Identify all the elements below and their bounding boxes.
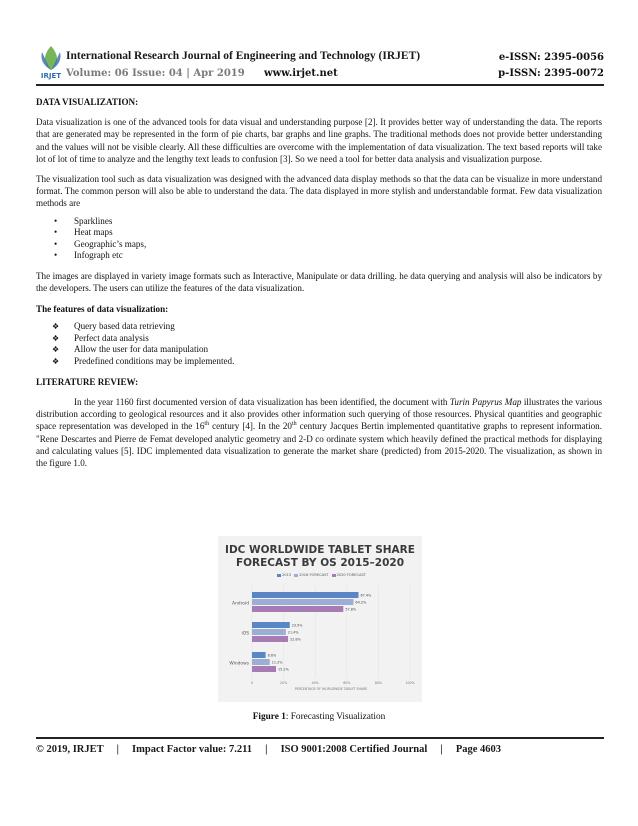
article-body	[36, 96, 602, 477]
category-label: Android	[232, 601, 249, 607]
caption-label: Figure 1	[252, 712, 286, 722]
footer-divider	[36, 737, 604, 739]
diamond-bullet-icon: ❖	[52, 322, 60, 332]
data-label: 23.9%	[291, 623, 303, 628]
data-label: 67.4%	[360, 593, 372, 598]
list-item	[54, 215, 602, 228]
list-item	[52, 355, 602, 368]
chart-subtitle: FORECAST BY OS 2015–2020	[235, 557, 405, 569]
methods-list	[36, 216, 602, 262]
paragraph-formats: The images are displayed in variety image formats such as Interactive, Manipulate or data drilling. he data querying and analysis will also be indicators by the developers. The users can utilize the features of the data visualization.	[36, 271, 602, 294]
list-item-label: Heat maps	[74, 227, 113, 238]
diamond-bullet-icon: ❖	[52, 356, 60, 366]
data-label: 57.8%	[345, 607, 357, 612]
data-label: 22.8%	[290, 637, 301, 642]
features-list	[36, 321, 602, 367]
impact-factor: Impact Factor value: 7.211	[132, 744, 252, 755]
data-label: 11.2%	[271, 660, 283, 665]
list-item	[54, 227, 602, 239]
data-label: 15.2%	[278, 667, 289, 672]
bullet-icon: •	[54, 227, 58, 238]
bar	[252, 636, 288, 642]
header-divider	[36, 84, 604, 86]
bullet-icon: •	[54, 250, 58, 261]
paragraph-literature: In the year 1160 first documented version of data visualization has been identified, the document with Turin Papyrus Map illustrates the various distribution according to geological resources and it also provides other information such querying of those resources. Physical quantities and geographic space representation was developed in the 16th century [4]. In the 20th century Jacques Bertin implemented quantitative graphs to represent information. "Rene Descartes and Pierre de Femat developed analytic geometry and 2-D co ordinate system which heavily defined the practical methods for displaying and calculating values [5]. IDC implemented data visualization to generate the market share (predicted) from 2015-2020. The visualization, as shown in the figure 1.0.	[36, 397, 603, 468]
figure-chart	[218, 536, 422, 702]
paragraph-intro: Data visualization is one of the advanced tools for data visual and understanding purpose [2]. It provides better way of understanding the data. The reports that are generated may be represented in the form of pie charts, bar graphs and line graphs. The traditional methods does not provide better understanding and the values will not be visible clearly. All these difficulties are overcome with the implementation of data visualization. The text based reports will take lot of lot of time to analyze and the lengthy text leads to confusion [3]. So we need a tool for better data analysis and visualization purpose.	[36, 117, 602, 164]
x-axis-label: PERCENTAGE OF WORLDWIDE TABLET SHARE	[294, 687, 368, 691]
figure-caption	[0, 712, 638, 722]
irjet-logo	[36, 44, 66, 80]
caption-text: : Forecasting Visualization	[285, 712, 386, 722]
italic-title: Turin Papyrus Map	[449, 397, 522, 408]
list-item	[52, 332, 602, 345]
category-label: iOS	[241, 631, 249, 637]
x-tick-label: 100%	[405, 681, 415, 685]
section-title-data-visualization: DATA VISUALIZATION:	[36, 97, 139, 107]
bar	[252, 652, 266, 658]
bullet-icon: •	[54, 238, 58, 249]
journal-title: International Research Journal of Engineering and Technology (IRJET)	[66, 50, 421, 62]
journal-header	[36, 44, 604, 86]
paragraph-tool: The visualization tool such as data visualization was designed with the advanced data display methods so that the data can be visualize in more understand format. The common person will also be able to understand the data. The data displayed in more stylish and understandable format. Few data visualization methods are	[36, 174, 602, 209]
data-label: 64.2%	[355, 600, 367, 605]
e-issn: e-ISSN: 2395-0056	[498, 52, 604, 63]
list-item-label: Geographic’s maps,	[74, 238, 147, 249]
section-title-literature-review: LITERATURE REVIEW:	[36, 376, 139, 387]
legend-label: 2015	[282, 573, 292, 577]
x-tick-label: 80%	[374, 681, 382, 685]
x-tick-label: 60%	[343, 681, 351, 685]
legend-label: 2016 FORECAST	[299, 573, 329, 577]
bar	[252, 592, 358, 598]
copyright: © 2019, IRJET	[36, 744, 104, 755]
list-item-label: Allow the user for data manipulation	[74, 344, 209, 355]
bar	[252, 606, 343, 612]
x-tick-label: 0	[250, 681, 254, 685]
list-item-label: Infograph etc	[74, 250, 123, 261]
x-tick-label: 20%	[280, 681, 288, 685]
bar	[252, 666, 276, 672]
category-label: Windows	[229, 661, 249, 667]
list-item-label: Predefined conditions may be implemented.	[74, 355, 235, 366]
bar	[252, 599, 353, 605]
list-item-label: Sparklines	[74, 215, 113, 226]
bar	[252, 622, 290, 628]
x-tick-label: 40%	[311, 681, 319, 685]
section-title-features: The features of data visualization:	[36, 303, 169, 314]
list-item	[52, 344, 602, 356]
list-item-label: Perfect data analysis	[74, 332, 149, 343]
iso-cert: ISO 9001:2008 Certified Journal	[280, 744, 428, 755]
bar	[252, 629, 286, 635]
legend-label: 2020 FORECAST	[336, 573, 366, 577]
bar	[252, 659, 270, 665]
list-item	[54, 238, 602, 251]
list-item	[54, 250, 602, 262]
page-footer: © 2019, IRJET | Impact Factor value: 7.211 | ISO 9001:2008 Certified Journal | Page 4603	[36, 744, 502, 755]
page-number: Page 4603	[455, 744, 502, 755]
list-item-label: Query based data retrieving	[74, 321, 175, 332]
diamond-bullet-icon: ❖	[52, 345, 60, 355]
chart-title: IDC WORLDWIDE TABLET SHARE	[225, 544, 415, 556]
list-item	[52, 321, 602, 333]
data-label: 8.6%	[267, 653, 277, 658]
volume-issue: Volume: 06 Issue: 04 | Apr 2019	[66, 68, 245, 79]
logo-text: IRJET	[40, 72, 62, 80]
bullet-icon: •	[54, 215, 58, 226]
website-link[interactable]: www.irjet.net	[264, 68, 338, 79]
p-issn: p-ISSN: 2395-0072	[498, 68, 604, 79]
diamond-bullet-icon: ❖	[52, 333, 60, 343]
bar-chart	[218, 536, 422, 702]
data-label: 21.4%	[287, 630, 299, 635]
